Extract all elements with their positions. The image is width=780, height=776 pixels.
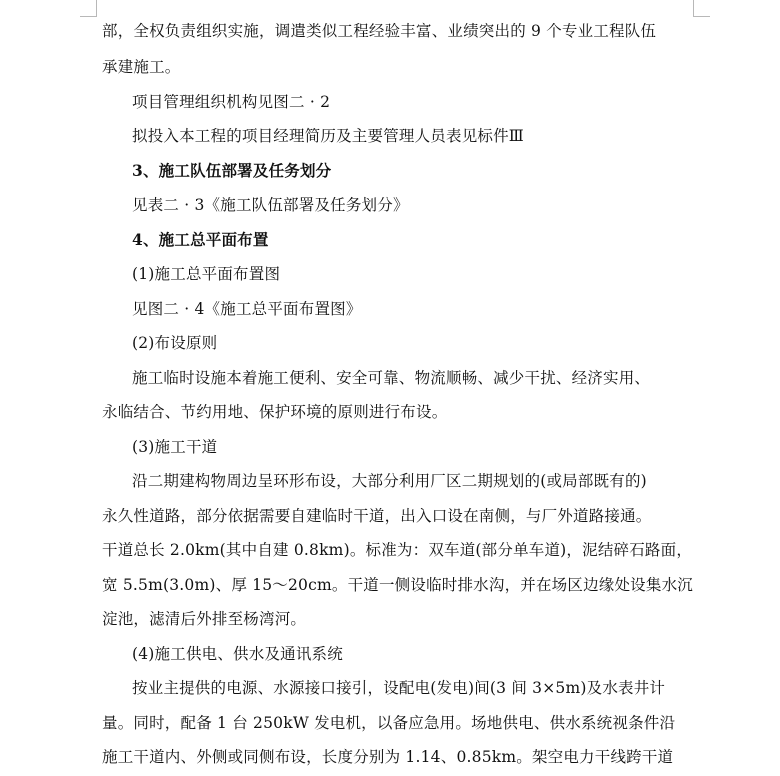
crop-mark-top-left-vertical (96, 0, 97, 16)
paragraph-line: 永久性道路，部分依据需要自建临时干道，出入口设在南侧，与厂外道路接通。 (102, 507, 652, 525)
section-heading: 3、施工队伍部署及任务划分 (132, 161, 332, 180)
subsection-heading: (3)施工干道 (132, 438, 218, 456)
paragraph-line: 淀池，滤清后外排至杨湾河。 (102, 610, 307, 628)
paragraph-line: 干道总长 2.0km(其中自建 0.8km)。标准为：双车道(部分单车道)，泥结碎石路面， (102, 541, 693, 559)
crop-mark-top-left-horizontal (80, 16, 97, 17)
paragraph-line: 项目管理组织机构见图二 · 2 (132, 93, 331, 111)
subsection-heading: (2)布设原则 (132, 334, 218, 352)
paragraph-line: 承建施工。 (102, 58, 181, 76)
subsection-heading: (4)施工供电、供水及通讯系统 (132, 645, 343, 663)
paragraph-line: 施工干道内、外侧或同侧布设，长度分别为 1.14、0.85km。架空电力干线跨干道 (102, 748, 674, 766)
paragraph-line: 量。同时，配备 1 台 250kW 发电机，以备应急用。场地供电、供水系统视条件沿 (102, 714, 676, 732)
crop-mark-top-right-vertical (693, 0, 694, 16)
paragraph-line: 施工临时设施本着施工便利、安全可靠、物流顺畅、减少干扰、经济实用、 (132, 369, 651, 387)
paragraph-line: 沿二期建构物周边呈环形布设，大部分利用厂区二期规划的(或局部既有的) (132, 472, 647, 490)
crop-mark-top-right-horizontal (693, 16, 710, 17)
paragraph-line: 宽 5.5m(3.0m)、厚 15～20cm。干道一侧设临时排水沟，并在场区边缘处设集水沉 (102, 576, 693, 594)
subsection-heading: (1)施工总平面布置图 (132, 265, 281, 283)
paragraph-line: 部，全权负责组织实施，调遣类似工程经验丰富、业绩突出的 9 个专业工程队伍 (102, 22, 657, 40)
paragraph-line: 按业主提供的电源、水源接口接引，设配电(发电)间(3 间 3×5m)及水表井计 (132, 679, 666, 697)
paragraph-line: 见表二 · 3《施工队伍部署及任务划分》 (132, 196, 409, 214)
paragraph-line: 拟投入本工程的项目经理简历及主要管理人员表见标件Ⅲ (132, 127, 524, 145)
paragraph-line: 见图二 · 4《施工总平面布置图》 (132, 300, 362, 318)
section-heading: 4、施工总平面布置 (132, 230, 269, 249)
paragraph-line: 永临结合、节约用地、保护环境的原则进行布设。 (102, 403, 448, 421)
